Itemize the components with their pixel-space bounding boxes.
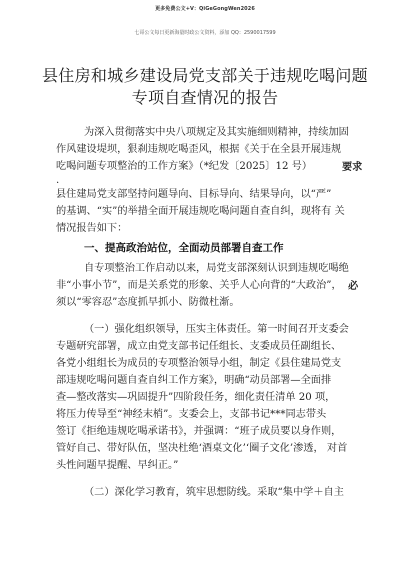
paragraph-line: . xyxy=(56,175,60,186)
paragraph-line: 县住建局党支部坚持问题导向、目标导向、结果导向，以“严” xyxy=(56,189,332,200)
paragraph-line: （一）强化组织领导，压实主体责任。第一时间召开支委会 xyxy=(84,324,349,335)
paragraph-line-bold: 要求 xyxy=(342,161,363,173)
paragraph-line: 查—整改落实—巩固提升”四阶段任务，细化责任清单 20 项， xyxy=(56,392,336,403)
paragraph-line: 的基调、“实”的举措全面开展违规吃喝问题自查自纠，现将有 关 xyxy=(56,206,345,217)
paragraph-line: 为深入贯彻落实中央八项规定及其实施细则精神，持续加固 xyxy=(84,127,349,138)
paragraph-line: 自专项整治工作启动以来，局党支部深刻认识到违规吃喝绝 xyxy=(84,263,349,274)
paragraph-line: 专题研究部署，成立由党支部书记任组长、支委成员任副组长、 xyxy=(56,341,342,352)
paragraph-line-bold: 必 xyxy=(348,280,359,292)
paragraph-line: 各党小组组长为成员的专项整治领导小组，制定《县住建局党支 xyxy=(56,358,342,369)
paragraph-line: （二）深化学习教育，筑牢思想防线。采取“集中学＋自主 xyxy=(84,487,344,498)
paragraph-line: 情况报告如下： xyxy=(56,223,128,234)
paragraph-line: 将压力传导至“神经末梢”。支委会上，支部书记***同志带头 xyxy=(56,409,327,420)
section-heading: 一、提高政治站位，全面动员部署自查工作 xyxy=(84,242,284,254)
paragraph-line: 管好自己、带好队伍，坚决杜绝‘酒桌文化’‘圈子文化’渗透， 对首 xyxy=(56,443,348,454)
header-subtitle-text: 七哥公文每日更新海量时政公文资料，添加 QQ：2590017599 xyxy=(134,30,276,36)
paragraph-line: 头性问题早提醒、早纠正。” xyxy=(56,460,179,471)
document-title-line-2: 专项自查情况的报告 xyxy=(131,88,279,107)
document-title-line-1: 县住房和城乡建设局党支部关于违规吃喝问题 xyxy=(41,66,368,85)
paragraph-line: 签订《拒绝违规吃喝承诺书》，并强调：“班子成员要以身作则， xyxy=(56,426,342,437)
paragraph-line: 作风建设堤坝，狠刹违规吃喝歪风，根据《关于在全县开展违规 xyxy=(56,144,342,155)
header-watermark-text: 更多免费公文+V：QiGeGongWen2026 xyxy=(155,6,255,12)
paragraph-line: 须以“零容忍”态度抓早抓小、防微杜渐。 xyxy=(56,297,240,308)
paragraph-line: 吃喝问题专项整治的工作方案》（*纪发〔2025〕12 号） xyxy=(56,161,313,172)
paragraph-line: 部违规吃喝问题自查自纠工作方案》，明确“动员部署—全面排 xyxy=(56,375,332,386)
paragraph-line: 非“小事小节”，而是关系党的形象、关乎人心向背的“大政治”， xyxy=(56,280,342,291)
